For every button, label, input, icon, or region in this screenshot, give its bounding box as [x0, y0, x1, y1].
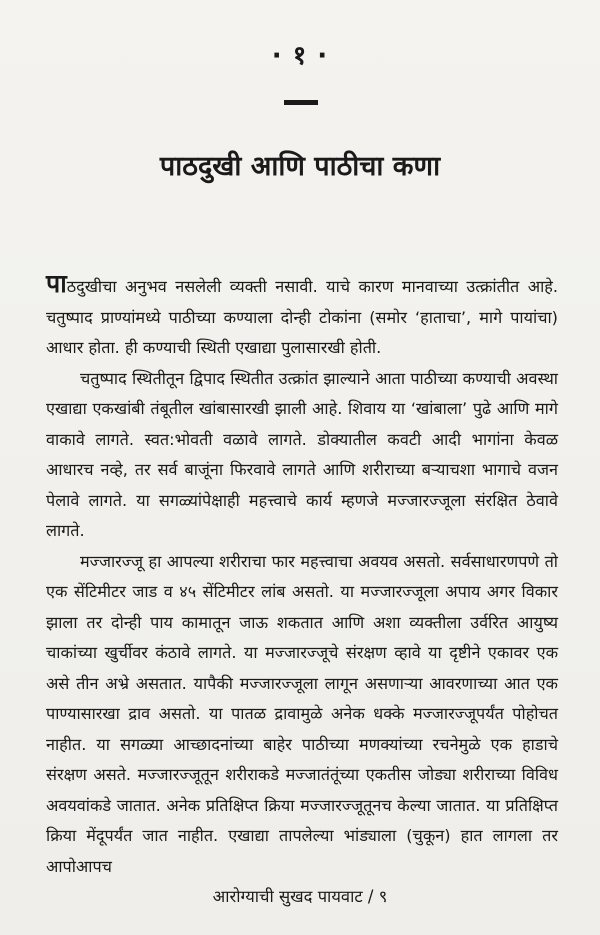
- running-footer: आरोग्याची सुखद पायवाट / ९: [212, 887, 388, 906]
- body-text: [46, 269, 558, 882]
- paragraph-1-text: ठदुखीचा अनुभव नसलेली व्यक्ती नसावी. याचे कारण मानवाच्या उत्क्रांतीत आहे. चतुष्पाद प्राण्यांमध्ये पाठीच्या कण्याला दोन्ही टोकांना (समोर ‘हाताचा’, मागे पायांचा) आधार होता. ही कण्याची स्थिती एखाद्या पुलासारखी होती.: [46, 277, 558, 357]
- paragraph-3: मज्जारज्जू हा आपल्या शरीराचा फार महत्त्वाचा अवयव असतो. सर्वसाधारणपणे तो एक सेंटिमीटर जाड व ४५ सेंटिमीटर लांब असतो. या मज्जारज्जूला अपाय अगर विकार झाला तर दोन्ही पाय कामातून जाऊ शकतात आणि अशा व्यक्तीला उर्वरित आयुष्य चाकांच्या खुर्चीवर कंठावे लागते. या मज्जारज्जूचे संरक्षण व्हावे या दृष्टीने एकावर एक असे तीन अभ्रे असतात. यापैकी मज्जारज्जूला लागून असणाऱ्या आवरणाच्या आत एक पाण्यासारखा द्राव असतो. या पातळ द्रावामुळे अनेक धक्के मज्जारज्जूपर्यंत पोहोचत नाहीत. या सगळ्या आच्छादनांच्या बाहेर पाठीच्या मणक्यांच्या रचनेमुळे एक हाडाचे संरक्षण असते. मज्जारज्जूतून शरीराकडे मज्जातंतूंच्या एकतीस जोड्या शरीराच्या विविध अवयवांकडे जातात. अनेक प्रतिक्षिप्त क्रिया मज्जारज्जूतूनच केल्या जातात. या प्रतिक्षिप्त क्रिया मेंदूपर्यंत जात नाहीत. एखाद्या तापलेल्या भांड्याला (चुकून) हात लागला तर आपोआपच: [46, 551, 558, 876]
- paragraph-2: चतुष्पाद स्थितीतून द्विपाद स्थितीत उत्क्रांत झाल्याने आता पाठीच्या कण्याची अवस्था एखाद्या एकखांबी तंबूतील खांबासारखी झाली आहे. शिवाय या ‘खांबाला’ पुढे आणि मागे वाकावे लागते. स्वत:भोवती वळावे लागते. डोक्यातील कवटी आदी भागांना केवळ आधारच नव्हे, तर सर्व बाजूंना फिरवावे लागते आणि शरीराच्या बऱ्याचशा भागाचे वजन पेलावे लागते. या सगळ्यांपेक्षाही महत्त्वाचे कार्य म्हणजे मज्जारज्जूला संरक्षित ठेवावे लागते.: [46, 368, 558, 540]
- paragraph-1: [46, 269, 558, 364]
- chapter-title: पाठदुखी आणि पाठीचा कणा: [159, 151, 441, 182]
- title-rule: [284, 100, 318, 105]
- chapter-number: · १ ·: [271, 41, 329, 71]
- drop-cap: पा: [46, 269, 67, 298]
